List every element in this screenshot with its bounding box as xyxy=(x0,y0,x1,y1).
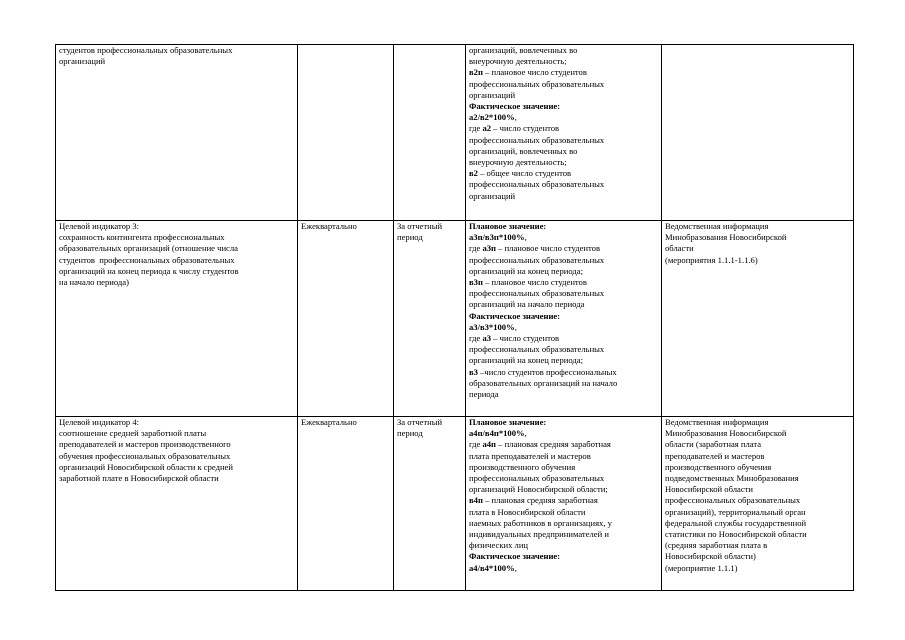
formula-cell xyxy=(466,221,662,417)
plain-text: – число студентов xyxy=(491,333,560,344)
bold-term: а4п xyxy=(482,439,496,450)
text-line xyxy=(469,378,658,389)
text-line xyxy=(469,191,658,202)
text-line: (мероприятие 1.1.1) xyxy=(665,562,738,573)
text-line xyxy=(469,507,658,518)
plain-text: индивидуальных предпринимателей и xyxy=(469,529,609,540)
bold-term: а2 xyxy=(482,123,492,134)
text-line: Целевой индикатор 3: xyxy=(59,221,140,231)
text-line xyxy=(469,101,658,112)
period-cell xyxy=(394,221,466,417)
text-line: образовательных организаций (отношение числа xyxy=(59,243,238,254)
text-line: области (заработная плата xyxy=(665,439,762,450)
plain-text: – число студентов xyxy=(491,123,560,134)
table-row xyxy=(56,45,854,221)
text-line: производственного обучения xyxy=(665,461,772,472)
plain-text: – плановая средняя заработная xyxy=(495,439,611,450)
text-line xyxy=(469,146,658,157)
text-line: (средняя заработная плата в xyxy=(665,540,768,551)
text-line: области xyxy=(665,243,694,254)
text-line: Целевой индикатор 4: xyxy=(59,417,140,427)
text-line: Минобразования Новосибирской xyxy=(665,232,787,243)
text-line: Ежеквартально xyxy=(301,417,357,427)
text-line xyxy=(469,135,658,146)
text-line: сохранность контингента профессиональных xyxy=(59,232,225,243)
plain-text: –число студентов профессиональных xyxy=(477,366,617,377)
plain-text: , xyxy=(514,562,517,573)
table-row xyxy=(56,221,854,417)
text-line: организаций), территориальный орган xyxy=(665,506,806,517)
text-line xyxy=(469,79,658,90)
text-line: профессиональных образовательных xyxy=(665,495,801,506)
text-line: Ведомственная информация xyxy=(665,221,769,231)
source-cell xyxy=(662,45,854,221)
bold-term: а3п xyxy=(482,243,496,254)
text-line: обучения профессиональных образовательных xyxy=(59,450,231,461)
bold-term: Фактическое значение: xyxy=(469,101,561,112)
plain-text: где xyxy=(469,333,483,344)
text-line: заработной плате в Новосибирской области xyxy=(59,473,219,484)
text-line xyxy=(469,322,658,333)
text-line xyxy=(469,389,658,400)
plain-text: внеурочную деятельность; xyxy=(469,56,567,67)
plain-text: образовательных организаций на начало xyxy=(469,377,618,388)
plain-text: профессиональных образовательных xyxy=(469,254,605,265)
text-line: организаций xyxy=(59,56,106,67)
plain-text: наемных работников в организациях, у xyxy=(469,517,612,528)
indicator-cell xyxy=(56,417,298,591)
text-line: период xyxy=(397,428,423,439)
plain-text: – плановое число студентов xyxy=(482,277,587,288)
text-line xyxy=(469,518,658,529)
text-line xyxy=(469,243,658,254)
bold-term: в2 xyxy=(469,168,478,179)
indicator-cell xyxy=(56,45,298,221)
text-line xyxy=(469,266,658,277)
plain-text: профессиональных образовательных xyxy=(469,473,605,484)
text-line xyxy=(469,495,658,506)
bold-term: в2п xyxy=(469,67,483,78)
text-line xyxy=(469,221,658,232)
bold-term: в3 xyxy=(469,366,478,377)
bold-term: а4п/в4п*100% xyxy=(469,428,525,439)
plain-text: физических лиц xyxy=(469,540,529,551)
text-line: соотношение средней заработной платы xyxy=(59,428,207,439)
text-line xyxy=(469,333,658,344)
plain-text: организаций, вовлеченных во xyxy=(469,145,578,156)
text-line xyxy=(469,168,658,179)
plain-text: профессиональных образовательных xyxy=(469,78,605,89)
text-line: организаций Новосибирской области к средней xyxy=(59,461,233,472)
text-line xyxy=(469,45,658,56)
text-line: студентов профессиональных образовательных xyxy=(59,254,235,265)
plain-text: профессиональных образовательных xyxy=(469,134,605,145)
plain-text: где xyxy=(469,439,483,450)
bold-term: Плановое значение: xyxy=(469,417,547,427)
plain-text: – плановое число студентов xyxy=(495,243,601,254)
text-line xyxy=(469,179,658,190)
text-line: Ежеквартально xyxy=(301,221,357,231)
plain-text: где xyxy=(469,243,483,254)
text-line xyxy=(469,451,658,462)
plain-text: , xyxy=(524,232,527,243)
period-cell xyxy=(394,417,466,591)
plain-text: организаций, вовлеченных во xyxy=(469,45,578,55)
bold-term: а4/в4*100% xyxy=(469,562,515,573)
formula-cell xyxy=(466,45,662,221)
text-line xyxy=(469,473,658,484)
bold-term: а3 xyxy=(482,333,492,344)
plain-text: – плановая средняя заработная xyxy=(482,495,598,506)
plain-text: , xyxy=(514,321,517,332)
indicator-cell xyxy=(56,221,298,417)
text-line: студентов профессиональных образовательных xyxy=(59,45,233,55)
bold-term: Фактическое значение: xyxy=(469,551,561,562)
plain-text: организаций на начало периода xyxy=(469,299,585,310)
text-line xyxy=(469,112,658,123)
text-line xyxy=(469,551,658,562)
source-cell xyxy=(662,221,854,417)
text-line: преподавателей и мастеров производственного xyxy=(59,439,231,450)
text-line: подведомственных Минобразования xyxy=(665,473,799,484)
text-line xyxy=(469,344,658,355)
text-line xyxy=(469,367,658,378)
text-line xyxy=(469,288,658,299)
text-line: период xyxy=(397,232,423,243)
text-line xyxy=(469,277,658,288)
plain-text: организаций на конец периода; xyxy=(469,265,583,276)
source-cell xyxy=(662,417,854,591)
bold-term: Плановое значение: xyxy=(469,221,547,231)
plain-text: – общее число студентов xyxy=(477,168,572,179)
period-cell xyxy=(394,45,466,221)
text-line xyxy=(469,529,658,540)
plain-text: профессиональных образовательных xyxy=(469,179,605,190)
bold-term: а3/в3*100% xyxy=(469,321,515,332)
text-line xyxy=(469,123,658,134)
text-line: Новосибирской области xyxy=(665,484,754,495)
plain-text: организаций на конец периода; xyxy=(469,355,583,366)
text-line xyxy=(469,90,658,101)
text-line xyxy=(469,355,658,366)
periodicity-cell xyxy=(298,45,394,221)
text-line xyxy=(469,67,658,78)
text-line: преподавателей и мастеров xyxy=(665,450,765,461)
plain-text: периода xyxy=(469,389,499,400)
text-line: Ведомственная информация xyxy=(665,417,769,427)
text-line: федеральной службы государственной xyxy=(665,517,807,528)
table-row xyxy=(56,417,854,591)
text-line xyxy=(469,56,658,67)
plain-text: плата в Новосибирской области xyxy=(469,506,586,517)
plain-text: , xyxy=(524,428,527,439)
plain-text: организаций xyxy=(469,89,516,100)
text-line: За отчетный xyxy=(397,417,443,427)
formula-cell xyxy=(466,417,662,591)
indicators-table xyxy=(55,44,854,591)
text-line: Минобразования Новосибирской xyxy=(665,428,787,439)
text-line xyxy=(469,417,658,428)
plain-text: профессиональных образовательных xyxy=(469,344,605,355)
plain-text: производственного обучения xyxy=(469,461,576,472)
text-line xyxy=(469,462,658,473)
text-line xyxy=(469,439,658,450)
bold-term: Фактическое значение: xyxy=(469,310,561,321)
bold-term: в4п xyxy=(469,495,483,506)
text-line xyxy=(469,232,658,243)
text-line xyxy=(469,428,658,439)
text-line: За отчетный xyxy=(397,221,443,231)
text-line xyxy=(469,563,658,574)
plain-text: – плановое число студентов xyxy=(482,67,587,78)
text-line: статистики по Новосибирской области xyxy=(665,529,807,540)
plain-text: организаций xyxy=(469,190,516,201)
text-line: организаций на конец периода к числу студентов xyxy=(59,265,239,276)
text-line xyxy=(469,484,658,495)
text-line xyxy=(469,540,658,551)
plain-text: плата преподавателей и мастеров xyxy=(469,450,591,461)
plain-text: организаций Новосибирской области; xyxy=(469,484,608,495)
bold-term: а2/в2*100% xyxy=(469,112,515,123)
text-line xyxy=(469,157,658,168)
plain-text: внеурочную деятельность; xyxy=(469,157,567,168)
bold-term: а3п/в3п*100% xyxy=(469,232,525,243)
plain-text: где xyxy=(469,123,483,134)
text-line xyxy=(469,255,658,266)
text-line: Новосибирской области) xyxy=(665,551,756,562)
periodicity-cell xyxy=(298,221,394,417)
bold-term: в3п xyxy=(469,277,483,288)
periodicity-cell xyxy=(298,417,394,591)
plain-text: , xyxy=(514,112,517,123)
text-line: на начало периода) xyxy=(59,277,129,288)
text-line xyxy=(469,299,658,310)
text-line: (мероприятия 1.1.1-1.1.6) xyxy=(665,254,758,265)
text-line xyxy=(469,311,658,322)
plain-text: профессиональных образовательных xyxy=(469,288,605,299)
